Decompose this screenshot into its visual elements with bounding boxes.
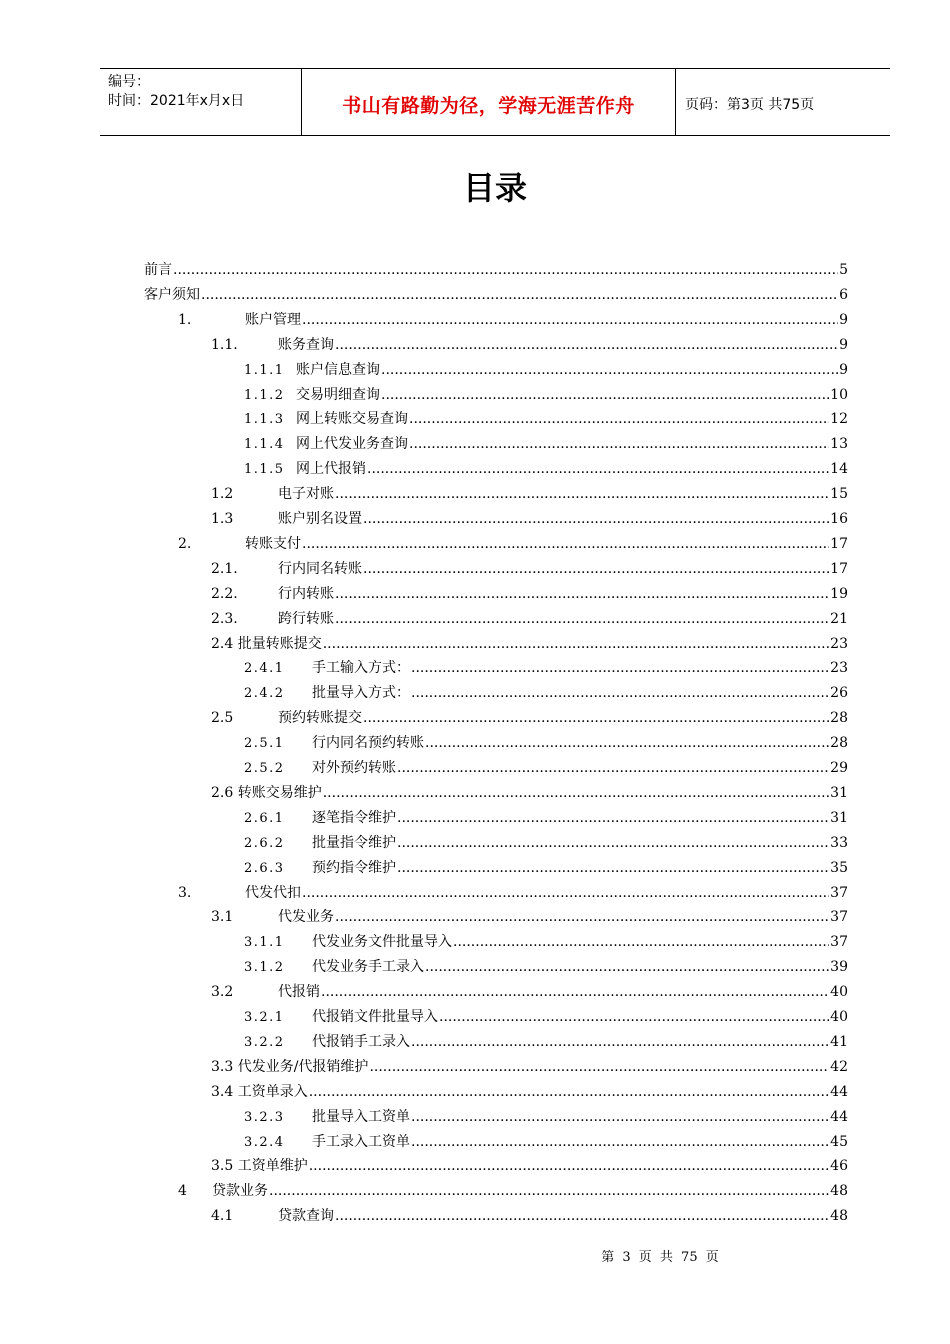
- toc-page-number: 37: [830, 934, 848, 951]
- toc-label: 代报销: [278, 984, 320, 1001]
- toc-leader-dots: [411, 681, 829, 705]
- toc-entry[interactable]: [244, 383, 848, 407]
- toc-label: 电子对账: [278, 486, 334, 503]
- toc-number: 3.2.1: [244, 1010, 285, 1025]
- toc-page-number: 44: [830, 1083, 848, 1100]
- toc-leader-dots: [369, 1055, 829, 1079]
- toc-entry[interactable]: [244, 831, 848, 855]
- toc-page-number: 10: [830, 386, 848, 403]
- toc-entry[interactable]: [244, 1105, 848, 1129]
- toc-leader-dots: [439, 1005, 829, 1029]
- toc-page-number: 26: [830, 685, 848, 702]
- toc-leader-dots: [335, 1204, 829, 1228]
- toc-entry[interactable]: [244, 856, 848, 880]
- toc-label: 贷款业务: [212, 1183, 268, 1200]
- toc-number: 1.1.: [211, 336, 238, 353]
- toc-leader-dots: [363, 557, 829, 581]
- toc-number: 3.1.1: [244, 935, 285, 951]
- toc-entry[interactable]: [178, 308, 848, 332]
- toc-number: 3.2.3: [244, 1109, 285, 1125]
- toc-entry[interactable]: [211, 1055, 848, 1079]
- toc-page-number: 13: [830, 436, 848, 453]
- toc-page-number: 9: [839, 311, 848, 328]
- toc-entry[interactable]: [244, 457, 848, 481]
- toc-entry[interactable]: [178, 532, 848, 556]
- toc-page-number: 23: [830, 635, 848, 652]
- toc-page-number: 23: [830, 660, 848, 677]
- toc-label: 账户信息查询: [296, 361, 380, 378]
- toc-entry[interactable]: [211, 980, 848, 1004]
- toc-label: 客户须知: [144, 286, 200, 303]
- toc-page-number: 40: [830, 1009, 848, 1025]
- toc-leader-dots: [409, 432, 829, 456]
- toc-entry[interactable]: [244, 955, 848, 979]
- toc-number: 1.1.4: [244, 437, 285, 453]
- toc-number: 1.2: [211, 486, 234, 503]
- toc-page-number: 6: [839, 286, 848, 303]
- toc-page-number: 48: [830, 1183, 848, 1200]
- toc-label: 3.3 代发业务/代报销维护: [211, 1058, 369, 1075]
- toc-label: 对外预约转账: [312, 760, 396, 776]
- toc-label: 代发业务文件批量导入: [312, 934, 452, 951]
- toc-page-number: 28: [830, 735, 848, 752]
- toc-entry[interactable]: [178, 881, 848, 905]
- toc-number: 2.6.2: [244, 835, 285, 851]
- toc-entry[interactable]: [211, 706, 848, 730]
- toc-label: 逐笔指令维护: [312, 809, 396, 826]
- toc-entry[interactable]: [211, 582, 848, 606]
- toc-entry[interactable]: [211, 905, 848, 929]
- toc-number: 2.4.2: [244, 686, 285, 702]
- toc-label: 账务查询: [278, 336, 334, 353]
- toc-leader-dots: [335, 607, 829, 631]
- toc-leader-dots: [409, 407, 829, 431]
- toc-entry[interactable]: [211, 1204, 848, 1228]
- toc-number: 3.: [178, 884, 192, 901]
- toc-number: 2.5: [211, 710, 234, 727]
- toc-entry[interactable]: [211, 1080, 848, 1104]
- toc-leader-dots: [321, 980, 829, 1004]
- toc-label: 交易明细查询: [296, 386, 380, 403]
- toc-entry[interactable]: [211, 507, 848, 531]
- toc-label: 账户别名设置: [278, 511, 362, 527]
- toc-page-number: 37: [830, 909, 848, 926]
- toc-number: 2.4.1: [244, 661, 285, 677]
- toc-leader-dots: [397, 756, 829, 780]
- toc-label: 手工输入方式：: [312, 660, 410, 677]
- toc-leader-dots: [411, 1105, 829, 1129]
- toc-label: 预约指令维护: [312, 859, 396, 876]
- toc-page-number: 33: [830, 834, 848, 851]
- toc-page-number: 45: [830, 1133, 848, 1150]
- toc-entry[interactable]: [211, 632, 848, 656]
- toc-label: 批量导入工资单: [312, 1108, 410, 1125]
- toc-label: 行内转账: [278, 585, 334, 602]
- toc-leader-dots: [381, 383, 829, 407]
- toc-number: 3.2.2: [244, 1034, 285, 1050]
- toc-number: 1.3: [211, 511, 234, 527]
- toc-page-number: 15: [830, 486, 848, 503]
- toc-number: 3.1: [211, 909, 234, 926]
- toc-leader-dots: [397, 831, 829, 855]
- toc-label: 代发代扣: [245, 884, 301, 901]
- toc-number: 1.1.5: [244, 462, 285, 478]
- toc-number: 2.5.1: [244, 736, 285, 752]
- toc-leader-dots: [269, 1179, 829, 1203]
- toc-label: 代发业务手工录入: [312, 959, 424, 976]
- toc-leader-dots: [302, 532, 829, 556]
- toc-leader-dots: [335, 482, 829, 506]
- toc-number: 3.2: [211, 984, 234, 1001]
- toc-leader-dots: [173, 258, 838, 282]
- toc-label: 批量导入方式：: [312, 685, 410, 702]
- toc-number: 2.3.: [211, 610, 238, 627]
- toc-number: 3.2.4: [244, 1134, 285, 1150]
- toc-label: 前言: [144, 262, 172, 278]
- toc-entry[interactable]: [178, 1179, 848, 1203]
- toc-leader-dots: [309, 1154, 829, 1178]
- toc-page-number: 48: [830, 1208, 848, 1225]
- toc-leader-dots: [335, 333, 838, 357]
- toc-entry[interactable]: [211, 557, 848, 581]
- toc-entry[interactable]: [244, 756, 848, 780]
- page-header: [100, 68, 890, 136]
- toc-label: 网上代报销: [296, 461, 366, 478]
- toc-entry[interactable]: [244, 432, 848, 456]
- toc-leader-dots: [302, 881, 829, 905]
- toc-entry[interactable]: [244, 1030, 848, 1054]
- header-motto: 书山有路勤为径，学海无涯苦作舟: [342, 95, 635, 117]
- toc-entry[interactable]: [211, 607, 848, 631]
- toc-leader-dots: [425, 955, 829, 979]
- toc-number: 1.1.1: [244, 362, 285, 378]
- toc-page-number: 31: [830, 809, 848, 826]
- toc-leader-dots: [302, 308, 838, 332]
- toc-page-number: 46: [830, 1158, 848, 1175]
- toc-label: 代报销手工录入: [312, 1033, 410, 1050]
- toc-number: 2.6.1: [244, 810, 285, 826]
- toc-page-number: 16: [830, 511, 848, 527]
- toc-leader-dots: [335, 582, 829, 606]
- page-title: 目录: [462, 169, 527, 207]
- toc-page-number: 21: [830, 610, 848, 627]
- header-divider: [675, 69, 676, 135]
- toc-number: 4: [178, 1183, 187, 1200]
- toc-label: 贷款查询: [278, 1208, 334, 1225]
- toc-label: 账户管理: [245, 311, 301, 328]
- toc-number: 4.1: [211, 1208, 234, 1225]
- toc-leader-dots: [323, 632, 829, 656]
- toc-page-number: 44: [830, 1108, 848, 1125]
- toc-page-number: 42: [830, 1058, 848, 1075]
- toc-entry[interactable]: [144, 258, 848, 282]
- toc-leader-dots: [309, 1080, 829, 1104]
- toc-label: 网上转账交易查询: [296, 411, 408, 428]
- toc-label: 3.4 工资单录入: [211, 1083, 308, 1100]
- toc-label: 行内同名预约转账: [312, 735, 424, 752]
- toc-page-number: 5: [839, 262, 848, 278]
- toc-number: 2.: [178, 535, 192, 552]
- toc-entry[interactable]: [211, 1154, 848, 1178]
- header-page-info: 页码：第3页 共75页: [685, 97, 815, 113]
- toc-label: 转账支付: [245, 535, 301, 552]
- toc-label: 跨行转账: [278, 610, 334, 627]
- toc-page-number: 17: [830, 535, 848, 552]
- header-meta: [108, 73, 244, 111]
- toc-number: 3.1.2: [244, 960, 285, 976]
- toc-label: 手工录入工资单: [312, 1133, 410, 1150]
- toc-number: 2.1.: [211, 560, 238, 577]
- toc-leader-dots: [453, 930, 829, 954]
- toc-leader-dots: [335, 905, 829, 929]
- date-line: 时间：2021年x月x日: [108, 93, 245, 109]
- toc-entry[interactable]: [244, 806, 848, 830]
- toc-leader-dots: [411, 656, 829, 680]
- toc-number: 1.: [178, 311, 192, 328]
- serial-label: 编号：: [108, 74, 150, 90]
- toc-page-number: 40: [830, 984, 848, 1001]
- toc-page-number: 35: [830, 859, 848, 876]
- toc-page-number: 37: [830, 884, 848, 901]
- page-footer: 第 3 页 共 75 页: [601, 1250, 719, 1265]
- toc-page-number: 31: [830, 784, 848, 801]
- toc-label: 预约转账提交: [278, 710, 362, 727]
- toc-leader-dots: [367, 457, 829, 481]
- toc-page-number: 9: [839, 336, 848, 353]
- toc-label: 行内同名转账: [278, 560, 362, 577]
- toc-entry[interactable]: [244, 407, 848, 431]
- toc-page-number: 41: [830, 1033, 848, 1050]
- toc-leader-dots: [201, 283, 838, 307]
- toc-number: 2.6.3: [244, 860, 285, 876]
- toc-leader-dots: [411, 1130, 829, 1154]
- toc-page-number: 39: [830, 959, 848, 976]
- toc-page-number: 28: [830, 710, 848, 727]
- toc-page-number: 19: [830, 585, 848, 602]
- toc-leader-dots: [381, 358, 838, 382]
- toc-page-number: 17: [830, 560, 848, 577]
- toc-label: 3.5 工资单维护: [211, 1158, 308, 1175]
- toc-leader-dots: [363, 706, 829, 730]
- toc-label: 网上代发业务查询: [296, 436, 408, 453]
- toc-label: 代报销文件批量导入: [312, 1009, 438, 1025]
- toc-label: 批量指令维护: [312, 834, 396, 851]
- toc-entry[interactable]: [144, 283, 848, 307]
- toc-entry[interactable]: [244, 731, 848, 755]
- toc-number: 1.1.3: [244, 412, 285, 428]
- toc-entry[interactable]: [211, 482, 848, 506]
- toc-label: 代发业务: [278, 909, 334, 926]
- toc-page-number: 12: [830, 411, 848, 428]
- toc-leader-dots: [425, 731, 829, 755]
- toc-leader-dots: [411, 1030, 829, 1054]
- toc-number: 1.1.2: [244, 387, 285, 403]
- toc-leader-dots: [323, 781, 829, 805]
- toc-page-number: 9: [839, 361, 848, 378]
- toc-entry[interactable]: [244, 358, 848, 382]
- toc-entry[interactable]: [244, 1005, 848, 1029]
- toc-entry[interactable]: [211, 333, 848, 357]
- toc-page-number: 29: [830, 760, 848, 776]
- toc-entry[interactable]: [211, 781, 848, 805]
- toc-page-number: 14: [830, 461, 848, 478]
- toc-entry[interactable]: [244, 1130, 848, 1154]
- toc-leader-dots: [397, 856, 829, 880]
- toc-entry[interactable]: [244, 681, 848, 705]
- toc-entry[interactable]: [244, 930, 848, 954]
- toc-entry[interactable]: [244, 656, 848, 680]
- toc-number: 2.5.2: [244, 761, 285, 776]
- toc-label: 2.6 转账交易维护: [211, 784, 322, 801]
- toc-leader-dots: [397, 806, 829, 830]
- toc-leader-dots: [363, 507, 829, 531]
- toc-label: 2.4 批量转账提交: [211, 635, 322, 652]
- toc-number: 2.2.: [211, 585, 238, 602]
